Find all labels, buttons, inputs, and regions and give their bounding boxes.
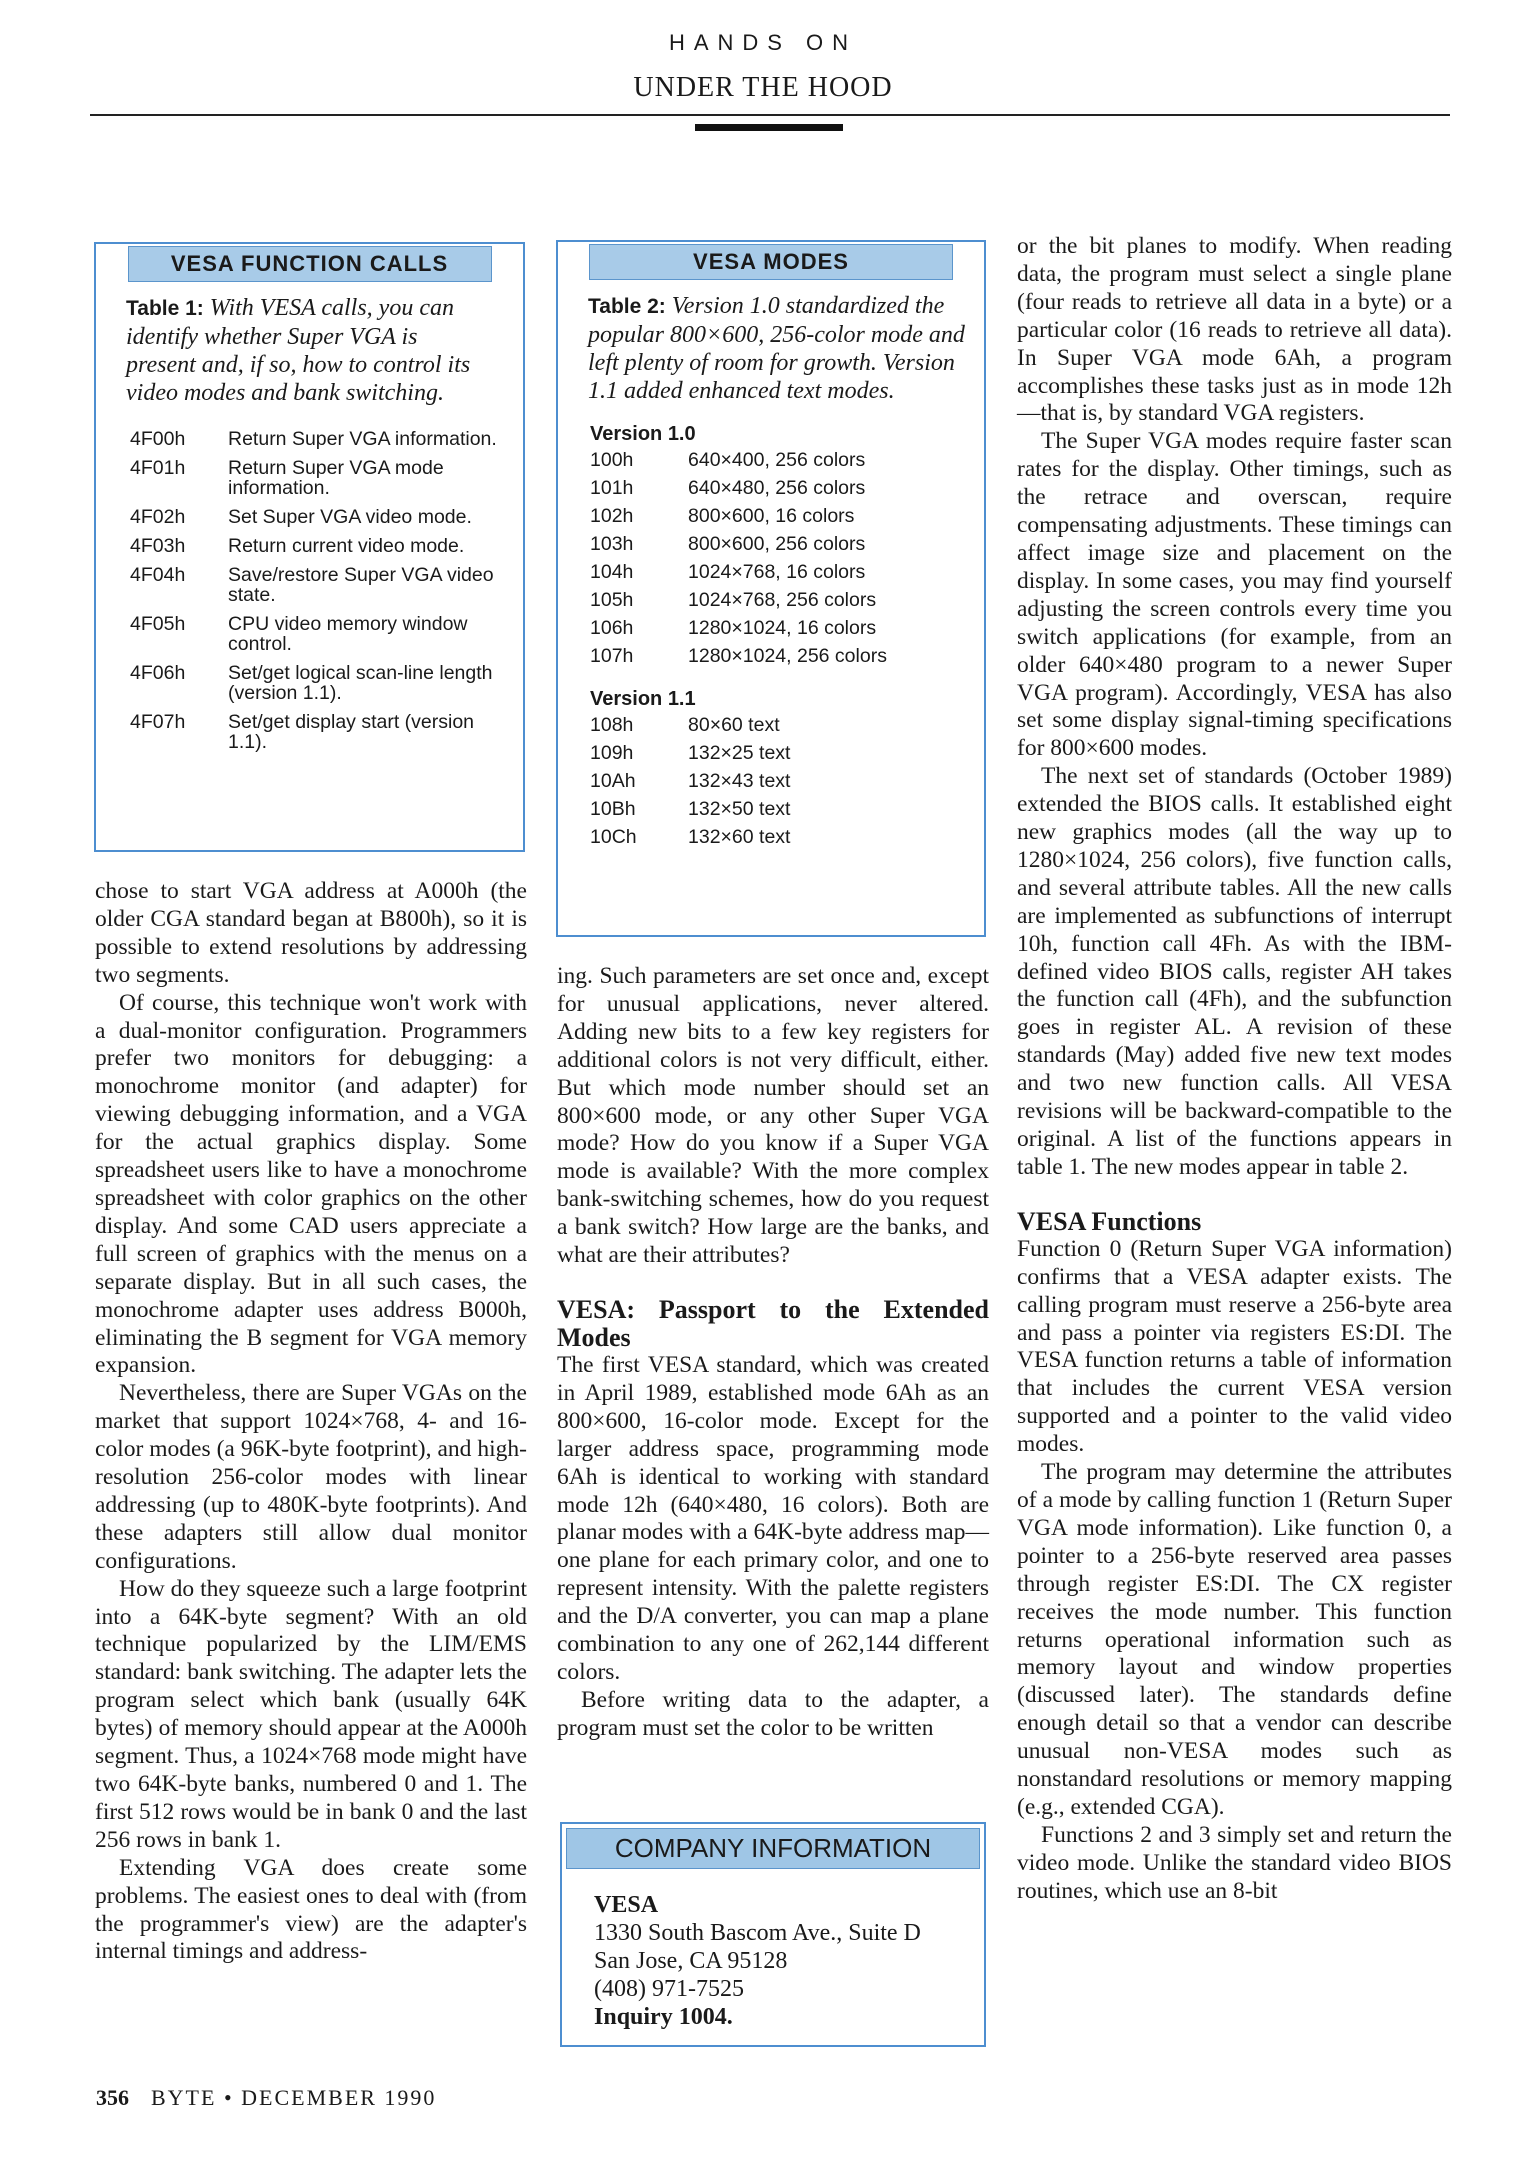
version-heading: Version 1.0: [590, 423, 696, 445]
table2-caption: Table 2: Version 1.0 standardized the popular 800×600, 256-color mode and left plenty of room for growth. Version 1.1 added enhanced text modes.: [588, 293, 965, 404]
table-row: [590, 823, 984, 851]
mode-description: 1024×768, 16 colors: [688, 561, 866, 583]
table2-box: [556, 240, 986, 937]
subheading: VESA Functions: [1017, 1206, 1202, 1236]
table1-caption: Table 1: With VESA calls, you can identify whether Super VGA is present and, if so, how to control its video modes and bank switching.: [126, 295, 471, 406]
table-row: [590, 502, 984, 530]
subheading: VESA: Passport to the Extended Modes: [557, 1294, 989, 1352]
mode-code: 4F00h: [130, 428, 186, 450]
mode-description: 132×43 text: [688, 770, 791, 792]
header-bar: [695, 124, 843, 131]
mode-code: 4F03h: [130, 535, 186, 557]
table-row: [590, 586, 984, 614]
mode-code: 4F07h: [130, 711, 186, 733]
inquiry-number: Inquiry 1004.: [594, 2004, 733, 2030]
mode-code: 104h: [590, 561, 634, 583]
mode-description: 1280×1024, 256 colors: [688, 645, 887, 667]
table-row: [130, 565, 523, 605]
mode-code: 4F01h: [130, 457, 186, 479]
mode-description: CPU video memory window control.: [228, 613, 468, 655]
mode-description: 800×600, 256 colors: [688, 533, 866, 555]
mode-description: Return Super VGA mode information.: [228, 457, 444, 499]
table-row: [130, 614, 523, 654]
paragraph: Functions 2 and 3 simply set and return the video mode. Unlike the standard video BIOS routines, which use an 8-bit: [1017, 1821, 1452, 1904]
paragraph: The next set of standards (October 1989) extended the BIOS calls. It established eight new graphics modes (all the way up to 1280×1024, 256 colors), five function calls, and several attribute tables. All the new calls are implemented as subfunctions of interrupt 10h, function call 4Fh. As with the IBM-defined video BIOS calls, register AH takes the function call (4Fh), and the subfunction goes in register AL. A revision of these standards (May) added five new text modes and two new function calls. All VESA revisions will be backward-compatible to the original. A list of the functions appears in table 1. The new modes appear in table 2.: [1017, 763, 1452, 1180]
column-1: [95, 878, 527, 1966]
company-info-box: [560, 1822, 986, 2047]
column-2: [557, 963, 989, 1743]
mode-description: 80×60 text: [688, 714, 780, 736]
table-row: [130, 507, 523, 527]
company-address-2: San Jose, CA 95128: [594, 1948, 788, 1974]
table-row: [590, 446, 984, 474]
paragraph: ing. Such parameters are set once and, except for unusual applications, never altered. Adding new bits to a few key registers for additional colors is not very difficult, either. But which mode number should set an 800×600 mode, or any other Super VGA mode? How do you know if a Super VGA mode is available? With the more complex bank-switching schemes, how do you request a bank switch? How large are the banks, and what are their attributes?: [557, 963, 989, 1269]
mode-description: Set Super VGA video mode.: [228, 506, 472, 528]
mode-code: 103h: [590, 533, 634, 555]
paragraph: Extending VGA does create some problems. The easiest ones to deal with (from the programmer's view) are the adapter's internal timings and address-: [95, 1854, 527, 1965]
mode-description: 640×480, 256 colors: [688, 477, 866, 499]
mode-code: 4F02h: [130, 506, 186, 528]
table1-rows: [96, 429, 523, 752]
company-address-1: 1330 South Bascom Ave., Suite D: [594, 1920, 921, 1946]
table-row: [130, 536, 523, 556]
table-row: [130, 712, 523, 752]
table-row: [590, 711, 984, 739]
company-info: [594, 1891, 984, 2031]
mode-code: 100h: [590, 449, 634, 471]
company-info-title: COMPANY INFORMATION: [566, 1828, 980, 1869]
mode-code: 102h: [590, 505, 634, 527]
mode-code: 105h: [590, 589, 634, 611]
mode-code: 4F05h: [130, 613, 186, 635]
mode-code: 4F04h: [130, 564, 186, 586]
mode-code: 10Ch: [590, 826, 637, 848]
mode-code: 10Ah: [590, 770, 636, 792]
table-row: [590, 795, 984, 823]
paragraph: or the bit planes to modify. When reading data, the program must select a single plane (four reads to retrieve all data in a byte) or a particular color (16 reads to retrieve all data). In Super VGA mode 6Ah, a program accomplishes these tasks just as in mode 12h—that is, by standard VGA registers.: [1017, 233, 1452, 427]
mode-code: 10Bh: [590, 798, 636, 820]
table2-title: VESA MODES: [589, 244, 953, 280]
table-row: [130, 458, 523, 498]
page-footer: [96, 2085, 436, 2111]
mode-description: Return current video mode.: [228, 535, 465, 557]
mode-code: 109h: [590, 742, 634, 764]
paragraph: How do they squeeze such a large footprint into a 64K-byte segment? With an old technique popularized by the LIM/EMS standard: bank switching. The adapter lets the program select which bank (usually 64K bytes) of memory should appear at the A000h segment. Thus, a 1024×768 mode might have two 64K-byte banks, numbered 0 and 1. The first 512 rows would be in bank 0 and the last 256 rows in bank 1.: [95, 1575, 527, 1853]
table-row: [590, 614, 984, 642]
paragraph: Of course, this technique won't work with a dual-monitor configuration. Programmers prefer two monitors for debugging: a monochrome monitor (and adapter) for viewing debugging information, and a VGA for the actual graphics display. Some spreadsheet users like to have a monochrome spreadsheet with color graphics on the other display. And some CAD users appreciate a full screen of graphics with the menus on a separate display. But in all such cases, the monochrome adapter uses address B000h, eliminating the B segment for VGA memory expansion.: [95, 989, 527, 1379]
header-rule: [90, 114, 1450, 116]
section-title: UNDER THE HOOD: [633, 72, 893, 103]
mode-description: 132×60 text: [688, 826, 791, 848]
table-row: [590, 739, 984, 767]
mode-description: Return Super VGA information.: [228, 428, 497, 450]
paragraph: The Super VGA modes require faster scan rates for the display. Other timings, such as the retrace and overscan, require compensating adjustments. These timings can affect image size and placement on the display. In some cases, you may find yourself adjusting the screen controls every time you switch applications (for example, from an older 640×480 program to a newer Super VGA program). Accordingly, VESA has also set some display signal-timing specifications for 800×600 modes.: [1017, 428, 1452, 762]
table2-groups: [558, 423, 984, 851]
company-name: VESA: [594, 1892, 659, 1918]
publication: BYTE • DECEMBER 1990: [151, 2085, 437, 2110]
mode-description: 640×400, 256 colors: [688, 449, 866, 471]
table-row: [590, 767, 984, 795]
paragraph: The program may determine the attributes of a mode by calling function 1 (Return Super VGA mode information). Like function 0, a pointer to a 256-byte reserved area passes through register ES:DI. The CX register receives the mode number. This function returns operational information such as memory layout and window properties (discussed later). The standards define enough detail so that a vendor can describe unusual non-VESA modes such as nonstandard resolutions or memory mapping (e.g., extended CGA).: [1017, 1459, 1452, 1820]
table-row: [590, 558, 984, 586]
table1-box: [94, 242, 525, 852]
mode-description: 1280×1024, 16 colors: [688, 617, 877, 639]
mode-code: 106h: [590, 617, 634, 639]
mode-description: 132×50 text: [688, 798, 791, 820]
table-row: [590, 474, 984, 502]
table-row: [590, 642, 984, 670]
paragraph: Before writing data to the adapter, a program must set the color to be written: [557, 1686, 989, 1741]
column-3: [1017, 233, 1452, 1906]
version-heading: Version 1.1: [590, 688, 696, 710]
page-number: 356: [96, 2085, 129, 2110]
mode-code: 108h: [590, 714, 634, 736]
paragraph: chose to start VGA address at A000h (the older CGA standard began at B800h), so it is possible to extend resolutions by addressing two segments.: [95, 878, 527, 988]
mode-description: 132×25 text: [688, 742, 791, 764]
mode-description: Set/get display start (version 1.1).: [228, 711, 475, 753]
table-row: [130, 429, 523, 449]
mode-description: 1024×768, 256 colors: [688, 589, 877, 611]
mode-code: 101h: [590, 477, 634, 499]
section-kicker: HANDS ON: [668, 30, 858, 55]
company-phone: (408) 971-7525: [594, 1976, 744, 2002]
mode-description: 800×600, 16 colors: [688, 505, 855, 527]
table-row: [130, 663, 523, 703]
paragraph: Nevertheless, there are Super VGAs on the market that support 1024×768, 4- and 16-color modes (a 96K-byte footprint), and high-resolution 256-color modes with linear addressing (up to 480K-byte footprints). And these adapters still allow dual monitor configurations.: [95, 1380, 527, 1574]
table-row: [590, 530, 984, 558]
mode-description: Save/restore Super VGA video state.: [228, 564, 494, 606]
mode-code: 4F06h: [130, 662, 186, 684]
paragraph: The first VESA standard, which was created in April 1989, established mode 6Ah as an 800×600, 16-color mode. Except for the larger address space, programming mode 6Ah is identical to working with standard mode 12h (640×480, 16 colors). Both are planar modes with a 64K-byte address map—one plane for each primary color, and one to represent intensity. With the palette registers and the D/A converter, you can map a plane combination to any one of 262,144 different colors.: [557, 1351, 989, 1685]
mode-description: Set/get logical scan-line length (version 1.1).: [228, 662, 493, 704]
table1-title: VESA FUNCTION CALLS: [128, 246, 492, 282]
paragraph: Function 0 (Return Super VGA information) confirms that a VESA adapter exists. The calling program must reserve a 256-byte area and pass a pointer via registers ES:DI. The VESA function returns a table of information that includes the current VESA version supported and a pointer to the valid video modes.: [1017, 1235, 1452, 1458]
mode-code: 107h: [590, 645, 634, 667]
